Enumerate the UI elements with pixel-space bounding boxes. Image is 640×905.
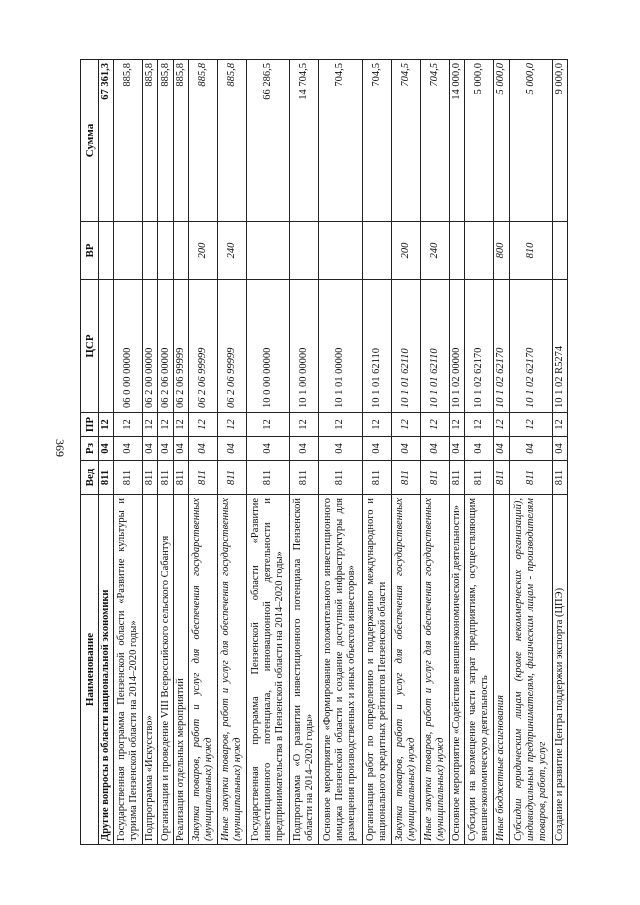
row-sum-cell: 704,5	[391, 60, 420, 222]
row-rz-cell: 04	[114, 437, 143, 461]
row-name-cell: Иные бюджетные ассигнования	[494, 495, 509, 845]
row-rz-cell: 04	[362, 437, 391, 461]
header-sum: Сумма	[81, 60, 99, 222]
row-rz-cell: 04	[391, 437, 420, 461]
row-name-cell: Закупка товаров, работ и услуг для обеспечения государственных (муниципальных) нужд	[188, 495, 217, 845]
row-pr-cell: 12	[362, 413, 391, 437]
row-sum-cell: 704,5	[319, 60, 362, 222]
row-ved-cell: 811	[420, 461, 449, 495]
table-row	[290, 60, 319, 845]
row-pr-cell: 12	[217, 413, 246, 437]
row-csr-cell: 06 2 06 99999	[173, 280, 188, 413]
table-row	[319, 60, 362, 845]
row-vr-cell	[99, 222, 114, 280]
row-pr-cell: 12	[290, 413, 319, 437]
row-csr-cell: 06 2 06 99999	[188, 280, 217, 413]
row-ved-cell: 811	[290, 461, 319, 495]
row-vr-cell: 200	[188, 222, 217, 280]
row-sum-cell: 704,5	[420, 60, 449, 222]
table-row	[465, 60, 494, 845]
row-csr-cell: 06 2 06 00000	[158, 280, 173, 413]
row-sum-cell: 9 000,0	[552, 60, 567, 222]
table-row	[552, 60, 567, 845]
row-ved-cell: 811	[450, 461, 465, 495]
row-vr-cell	[465, 222, 494, 280]
row-ved-cell: 811	[509, 461, 552, 495]
row-ved-cell: 811	[217, 461, 246, 495]
row-ved-cell: 811	[158, 461, 173, 495]
row-name-cell: Основное мероприятие «Содействие внешнеэкономической деятельности»	[450, 495, 465, 845]
row-pr-cell: 12	[143, 413, 158, 437]
row-name-cell: Организация работ по определению и поддержанию международного и национального кредитных рейтингов Пензенской области	[362, 495, 391, 845]
row-vr-cell: 200	[391, 222, 420, 280]
row-ved-cell: 811	[319, 461, 362, 495]
table-row	[420, 60, 449, 845]
row-vr-cell	[173, 222, 188, 280]
table-row	[158, 60, 173, 845]
row-sum-cell: 885,8	[188, 60, 217, 222]
row-csr-cell	[99, 280, 114, 413]
row-csr-cell: 10 1 01 62110	[362, 280, 391, 413]
table-row	[173, 60, 188, 845]
row-vr-cell	[319, 222, 362, 280]
row-sum-cell: 5 000,0	[465, 60, 494, 222]
row-name-cell: Субсидии юридическим лицам (кроме некоммерческих организаций), индивидуальным предпринимателям, физическим лицам - производителям товаров, работ, услуг	[509, 495, 552, 845]
row-pr-cell: 12	[114, 413, 143, 437]
row-csr-cell: 10 1 02 62170	[494, 280, 509, 413]
row-csr-cell: 06 0 00 00000	[114, 280, 143, 413]
budget-table	[80, 59, 568, 845]
row-csr-cell: 10 0 00 00000	[247, 280, 290, 413]
row-ved-cell: 811	[143, 461, 158, 495]
table-header-row	[81, 60, 99, 845]
row-vr-cell: 240	[420, 222, 449, 280]
row-pr-cell: 12	[188, 413, 217, 437]
row-csr-cell: 10 1 01 62110	[391, 280, 420, 413]
row-csr-cell: 10 1 02 R5274	[552, 280, 567, 413]
row-pr-cell: 12	[420, 413, 449, 437]
row-pr-cell: 12	[552, 413, 567, 437]
row-pr-cell: 12	[247, 413, 290, 437]
row-rz-cell: 04	[494, 437, 509, 461]
header-pr: ПР	[81, 413, 99, 437]
row-pr-cell: 12	[509, 413, 552, 437]
row-csr-cell: 10 1 00 00000	[290, 280, 319, 413]
row-name-cell: Основное мероприятие «Формирование положительного инвестиционного имиджа Пензенской области и создание доступной инфраструктуры для размещения производственных и иных объектов инвесторов»	[319, 495, 362, 845]
row-sum-cell: 885,8	[114, 60, 143, 222]
row-sum-cell: 885,8	[143, 60, 158, 222]
row-ved-cell: 811	[465, 461, 494, 495]
table-row	[114, 60, 143, 845]
row-pr-cell: 12	[494, 413, 509, 437]
table-row	[143, 60, 158, 845]
row-vr-cell	[362, 222, 391, 280]
header-name: Наименование	[81, 495, 99, 845]
row-pr-cell: 12	[173, 413, 188, 437]
row-sum-cell: 67 361,3	[99, 60, 114, 222]
row-name-cell: Субсидии на возмещение части затрат предприятиям, осуществляющим внешнеэкономическую деятельность	[465, 495, 494, 845]
row-name-cell: Создание и развитие Центра поддержки экспорта (ЦПЭ)	[552, 495, 567, 845]
header-csr: ЦСР	[81, 280, 99, 413]
row-pr-cell: 12	[99, 413, 114, 437]
table-row	[391, 60, 420, 845]
row-vr-cell	[143, 222, 158, 280]
row-sum-cell: 5 000,0	[509, 60, 552, 222]
table-row	[450, 60, 465, 845]
row-vr-cell	[158, 222, 173, 280]
row-name-cell: Организация и проведение VIII Всероссийского сельского Сабантуя	[158, 495, 173, 845]
row-rz-cell: 04	[552, 437, 567, 461]
header-rz: Рз	[81, 437, 99, 461]
row-rz-cell: 04	[420, 437, 449, 461]
table-row	[217, 60, 246, 845]
row-rz-cell: 04	[450, 437, 465, 461]
row-rz-cell: 04	[319, 437, 362, 461]
row-rz-cell: 04	[173, 437, 188, 461]
row-pr-cell: 12	[465, 413, 494, 437]
header-vr: ВР	[81, 222, 99, 280]
row-name-cell: Государственная программа Пензенской области «Развитие культуры и туризма Пензенской области на 2014–2020 годы»	[114, 495, 143, 845]
row-vr-cell	[247, 222, 290, 280]
row-vr-cell	[114, 222, 143, 280]
row-name-cell: Закупка товаров, работ и услуг для обеспечения государственных (муниципальных) нужд	[391, 495, 420, 845]
row-rz-cell: 04	[99, 437, 114, 461]
row-name-cell: Иные закупки товаров, работ и услуг для обеспечения государственных (муниципальных) нужд	[420, 495, 449, 845]
row-ved-cell: 811	[173, 461, 188, 495]
row-ved-cell: 811	[362, 461, 391, 495]
row-rz-cell: 04	[247, 437, 290, 461]
row-ved-cell: 811	[188, 461, 217, 495]
row-ved-cell: 811	[494, 461, 509, 495]
row-vr-cell: 240	[217, 222, 246, 280]
row-csr-cell: 10 1 01 00000	[319, 280, 362, 413]
row-rz-cell: 04	[290, 437, 319, 461]
row-name-cell: Иные закупки товаров, работ и услуг для обеспечения государственных (муниципальных) нужд	[217, 495, 246, 845]
row-pr-cell: 12	[319, 413, 362, 437]
row-vr-cell	[450, 222, 465, 280]
row-name-cell: Государственная программа Пензенской области «Развитие инвестиционного потенциала, инновационной деятельности и предпринимательства в Пензенской области на 2014–2020 годы»	[247, 495, 290, 845]
row-csr-cell: 10 1 01 62110	[420, 280, 449, 413]
row-csr-cell: 10 1 02 62170	[465, 280, 494, 413]
row-pr-cell: 12	[391, 413, 420, 437]
row-name-cell: Реализация отдельных мероприятий	[173, 495, 188, 845]
table-row	[494, 60, 509, 845]
row-sum-cell: 5 000,0	[494, 60, 509, 222]
row-ved-cell: 811	[247, 461, 290, 495]
table-row	[99, 60, 114, 845]
row-vr-cell: 810	[509, 222, 552, 280]
row-sum-cell: 885,8	[217, 60, 246, 222]
table-row	[188, 60, 217, 845]
budget-table-rotated	[80, 60, 568, 845]
row-sum-cell: 14 704,5	[290, 60, 319, 222]
row-csr-cell: 06 2 00 00000	[143, 280, 158, 413]
row-rz-cell: 04	[509, 437, 552, 461]
row-vr-cell	[290, 222, 319, 280]
row-rz-cell: 04	[217, 437, 246, 461]
row-ved-cell: 811	[99, 461, 114, 495]
table-row	[362, 60, 391, 845]
row-csr-cell: 10 1 02 62170	[509, 280, 552, 413]
row-vr-cell: 800	[494, 222, 509, 280]
header-ved: Вед	[81, 461, 99, 495]
row-ved-cell: 811	[114, 461, 143, 495]
row-rz-cell: 04	[143, 437, 158, 461]
row-name-cell: Другие вопросы в области национальной экономики	[99, 495, 114, 845]
row-vr-cell	[552, 222, 567, 280]
row-rz-cell: 04	[465, 437, 494, 461]
row-sum-cell: 14 000,0	[450, 60, 465, 222]
row-pr-cell: 12	[450, 413, 465, 437]
row-ved-cell: 811	[391, 461, 420, 495]
table-row	[509, 60, 552, 845]
row-rz-cell: 04	[158, 437, 173, 461]
row-ved-cell: 811	[552, 461, 567, 495]
table-row	[247, 60, 290, 845]
row-sum-cell: 885,8	[173, 60, 188, 222]
row-sum-cell: 885,8	[158, 60, 173, 222]
row-pr-cell: 12	[158, 413, 173, 437]
row-csr-cell: 10 1 02 00000	[450, 280, 465, 413]
row-name-cell: Подпрограмма «О развитии инвестиционного потенциала Пензенской области на 2014–2020 годы»	[290, 495, 319, 845]
row-rz-cell: 04	[188, 437, 217, 461]
row-csr-cell: 06 2 06 99999	[217, 280, 246, 413]
page-number: 369	[53, 439, 67, 457]
row-sum-cell: 66 286,5	[247, 60, 290, 222]
row-name-cell: Подпрограмма «Искусство»	[143, 495, 158, 845]
row-sum-cell: 704,5	[362, 60, 391, 222]
